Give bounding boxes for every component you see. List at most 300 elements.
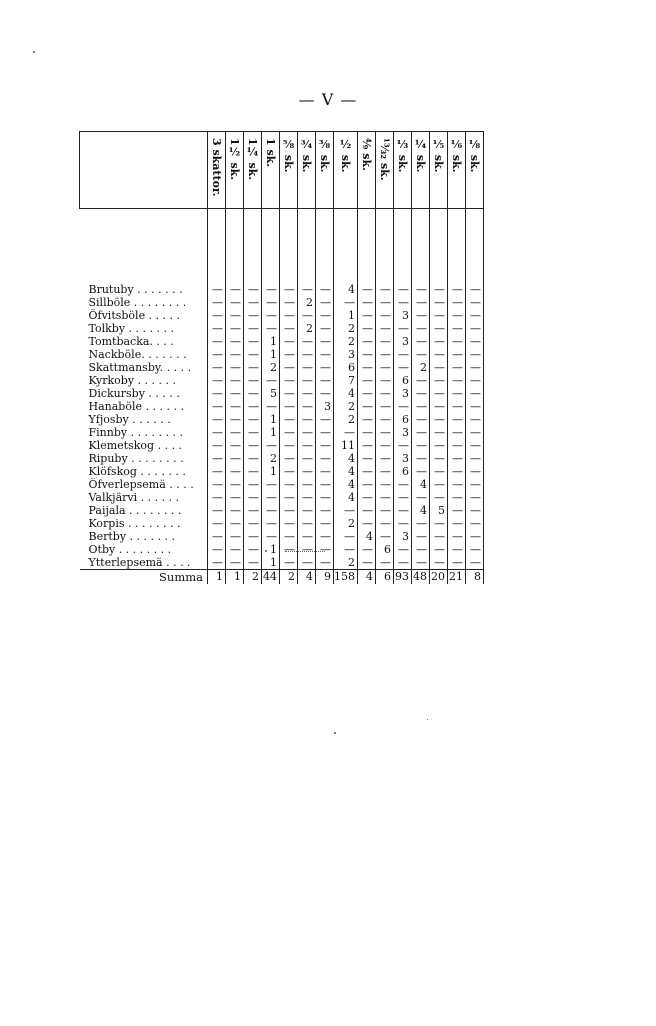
table-cell: 3 bbox=[394, 452, 412, 465]
table-cell: — bbox=[208, 335, 226, 348]
table-cell: — bbox=[430, 530, 448, 543]
table-cell: — bbox=[226, 348, 244, 361]
table-cell: — bbox=[226, 322, 244, 335]
place-name: Finnby . . . . . . . . bbox=[88, 426, 184, 439]
place-name: Klemetskog . . . . bbox=[88, 439, 183, 452]
column-header bbox=[244, 132, 262, 209]
table-cell: — bbox=[316, 374, 334, 387]
table-cell: — bbox=[226, 283, 244, 296]
column-header-label: ⅛ sk. bbox=[468, 138, 481, 173]
table-cell: — bbox=[412, 387, 430, 400]
table-cell: 2 bbox=[334, 322, 358, 335]
table-cell: — bbox=[316, 413, 334, 426]
table-row bbox=[80, 543, 484, 556]
table-cell: — bbox=[376, 452, 394, 465]
table-cell: — bbox=[298, 335, 316, 348]
table-cell: — bbox=[430, 400, 448, 413]
table-cell: — bbox=[316, 426, 334, 439]
page-number: — V — bbox=[298, 90, 358, 109]
table-cell: — bbox=[244, 387, 262, 400]
table-cell: 1 bbox=[262, 543, 280, 556]
table-cell: — bbox=[226, 426, 244, 439]
column-header bbox=[208, 132, 226, 209]
table-cell: — bbox=[466, 374, 484, 387]
table-row bbox=[80, 465, 484, 478]
table-cell: 1 bbox=[262, 348, 280, 361]
table-cell: — bbox=[376, 426, 394, 439]
table-cell: — bbox=[316, 387, 334, 400]
column-header bbox=[316, 132, 334, 209]
table-cell: — bbox=[358, 439, 376, 452]
table-cell: — bbox=[376, 530, 394, 543]
column-header-label: 1 sk. bbox=[264, 138, 277, 168]
table-cell: — bbox=[316, 452, 334, 465]
table-cell: — bbox=[376, 296, 394, 309]
table-cell: — bbox=[430, 309, 448, 322]
table-cell: — bbox=[280, 309, 298, 322]
table-cell: — bbox=[412, 296, 430, 309]
table-cell: — bbox=[394, 517, 412, 530]
table-row bbox=[80, 296, 484, 309]
table-cell: — bbox=[334, 543, 358, 556]
table-cell: — bbox=[430, 387, 448, 400]
table-cell: — bbox=[316, 504, 334, 517]
table-cell: 2 bbox=[262, 452, 280, 465]
table-cell: — bbox=[412, 374, 430, 387]
table-cell: — bbox=[466, 543, 484, 556]
table-cell: — bbox=[226, 465, 244, 478]
table-cell: — bbox=[208, 439, 226, 452]
sum-cell: 44 bbox=[262, 570, 280, 585]
table-cell: — bbox=[226, 413, 244, 426]
table-cell: — bbox=[448, 556, 466, 570]
table-cell: — bbox=[394, 361, 412, 374]
table-row bbox=[80, 517, 484, 530]
table-cell: — bbox=[316, 517, 334, 530]
table-cell: — bbox=[244, 322, 262, 335]
table-cell: — bbox=[208, 309, 226, 322]
table-cell: — bbox=[430, 491, 448, 504]
column-header-label: ⅓ sk. bbox=[396, 138, 409, 173]
table-cell: — bbox=[280, 283, 298, 296]
table-cell: — bbox=[262, 283, 280, 296]
table-cell: — bbox=[358, 413, 376, 426]
table-cell: — bbox=[208, 530, 226, 543]
table-cell: 1 bbox=[262, 335, 280, 348]
place-name: Yfjosby . . . . . . bbox=[88, 413, 171, 426]
table-cell: — bbox=[358, 426, 376, 439]
table-cell: — bbox=[448, 322, 466, 335]
table-cell: — bbox=[448, 309, 466, 322]
table-cell: — bbox=[412, 530, 430, 543]
table-cell: — bbox=[358, 283, 376, 296]
place-name: Sillböle . . . . . . . . bbox=[88, 296, 187, 309]
table-cell: 3 bbox=[334, 348, 358, 361]
table-cell: — bbox=[316, 478, 334, 491]
table-cell: — bbox=[262, 530, 280, 543]
table-cell: — bbox=[448, 374, 466, 387]
table-cell: — bbox=[208, 491, 226, 504]
table-cell: — bbox=[226, 504, 244, 517]
table-cell: 4 bbox=[334, 465, 358, 478]
table-cell: — bbox=[466, 322, 484, 335]
table-cell: — bbox=[376, 309, 394, 322]
table-cell: — bbox=[394, 283, 412, 296]
table-cell: — bbox=[226, 361, 244, 374]
table-row bbox=[80, 556, 484, 570]
table-cell: 1 bbox=[262, 413, 280, 426]
table-cell: — bbox=[466, 309, 484, 322]
column-header-label: ⅙ sk. bbox=[450, 138, 463, 173]
table-cell: — bbox=[280, 426, 298, 439]
sum-cell: 9 bbox=[316, 570, 334, 585]
table-cell: 1 bbox=[262, 465, 280, 478]
table-cell: — bbox=[412, 335, 430, 348]
place-name: Öfvitsböle . . . . . bbox=[88, 309, 181, 322]
place-name: Öfverlepsemä . . . . bbox=[88, 478, 194, 491]
table-cell: 5 bbox=[262, 387, 280, 400]
header-row bbox=[80, 132, 484, 209]
table-cell: 4 bbox=[334, 452, 358, 465]
table-cell: — bbox=[280, 543, 298, 556]
table-cell: 6 bbox=[376, 543, 394, 556]
table-cell: — bbox=[448, 361, 466, 374]
place-name: Bertby . . . . . . . bbox=[88, 530, 175, 543]
table-cell: 4 bbox=[334, 283, 358, 296]
table-cell: 3 bbox=[394, 335, 412, 348]
table-cell: — bbox=[358, 335, 376, 348]
table-cell: 2 bbox=[298, 322, 316, 335]
column-header bbox=[226, 132, 244, 209]
table-cell: — bbox=[358, 517, 376, 530]
table-cell: — bbox=[244, 335, 262, 348]
table-row bbox=[80, 400, 484, 413]
table-cell: — bbox=[334, 296, 358, 309]
table-cell: — bbox=[208, 452, 226, 465]
table-cell: — bbox=[376, 335, 394, 348]
table-cell: 4 bbox=[412, 478, 430, 491]
table-cell: — bbox=[358, 556, 376, 570]
table-cell: — bbox=[376, 322, 394, 335]
table-cell: — bbox=[298, 361, 316, 374]
table-cell: — bbox=[466, 335, 484, 348]
table-cell: — bbox=[226, 374, 244, 387]
table-cell: — bbox=[226, 452, 244, 465]
table-cell: — bbox=[334, 504, 358, 517]
table-cell: — bbox=[262, 322, 280, 335]
table-cell: — bbox=[358, 452, 376, 465]
table-cell: 3 bbox=[394, 426, 412, 439]
table-row bbox=[80, 361, 484, 374]
table-cell: — bbox=[244, 478, 262, 491]
table-cell: — bbox=[448, 296, 466, 309]
table-cell: — bbox=[298, 348, 316, 361]
table-cell: — bbox=[376, 478, 394, 491]
table-cell: 2 bbox=[334, 413, 358, 426]
table-cell: — bbox=[316, 322, 334, 335]
table-cell: — bbox=[430, 426, 448, 439]
sum-cell: 21 bbox=[448, 570, 466, 585]
table-cell: — bbox=[394, 348, 412, 361]
table-cell: 4 bbox=[358, 530, 376, 543]
column-header bbox=[376, 132, 394, 209]
place-name: Paijala . . . . . . . . bbox=[88, 504, 182, 517]
table-cell: — bbox=[394, 400, 412, 413]
table-row bbox=[80, 374, 484, 387]
table-cell: — bbox=[280, 387, 298, 400]
table-cell: — bbox=[448, 504, 466, 517]
column-header-label: 1½ sk. bbox=[228, 138, 241, 181]
table-cell: — bbox=[262, 400, 280, 413]
table-cell: — bbox=[466, 283, 484, 296]
table-cell: — bbox=[244, 491, 262, 504]
table-cell: — bbox=[262, 478, 280, 491]
table-cell: — bbox=[316, 491, 334, 504]
table-cell: 2 bbox=[334, 517, 358, 530]
table-cell: — bbox=[226, 491, 244, 504]
table-cell: — bbox=[376, 556, 394, 570]
table-cell: 2 bbox=[334, 556, 358, 570]
table-cell: — bbox=[466, 530, 484, 543]
sum-cell: 6 bbox=[376, 570, 394, 585]
table-cell: — bbox=[430, 296, 448, 309]
table-cell: — bbox=[208, 348, 226, 361]
table-cell: 6 bbox=[394, 413, 412, 426]
sum-label: Summa bbox=[80, 570, 208, 585]
table-row bbox=[80, 478, 484, 491]
table-cell: — bbox=[430, 361, 448, 374]
table-cell: — bbox=[244, 374, 262, 387]
table-cell: — bbox=[376, 374, 394, 387]
table-cell: — bbox=[244, 413, 262, 426]
table-cell: 3 bbox=[394, 309, 412, 322]
table-cell: — bbox=[448, 426, 466, 439]
table-cell: — bbox=[448, 543, 466, 556]
ornament-rule bbox=[285, 551, 325, 552]
table-cell: — bbox=[412, 465, 430, 478]
table-cell: — bbox=[376, 517, 394, 530]
table-cell: — bbox=[448, 400, 466, 413]
table-cell: 2 bbox=[298, 296, 316, 309]
table-cell: — bbox=[280, 491, 298, 504]
table-cell: — bbox=[412, 452, 430, 465]
sum-cell: 4 bbox=[298, 570, 316, 585]
table-cell: — bbox=[334, 426, 358, 439]
table-cell: — bbox=[244, 543, 262, 556]
table-cell: — bbox=[208, 478, 226, 491]
column-header-label: ¾ sk. bbox=[300, 138, 313, 173]
table-cell: — bbox=[226, 296, 244, 309]
table-cell: — bbox=[316, 465, 334, 478]
table-cell: — bbox=[448, 465, 466, 478]
table-cell: — bbox=[412, 491, 430, 504]
table-cell: 2 bbox=[262, 361, 280, 374]
table-cell: — bbox=[316, 556, 334, 570]
table-cell: — bbox=[448, 478, 466, 491]
table-cell: — bbox=[298, 465, 316, 478]
table-cell: — bbox=[262, 491, 280, 504]
table-cell: — bbox=[358, 374, 376, 387]
sum-cell: 93 bbox=[394, 570, 412, 585]
table-cell: — bbox=[280, 530, 298, 543]
place-header bbox=[80, 132, 208, 209]
table-cell: — bbox=[244, 556, 262, 570]
table-cell: — bbox=[466, 452, 484, 465]
table-cell: — bbox=[244, 309, 262, 322]
table-row bbox=[80, 348, 484, 361]
table-cell: — bbox=[394, 556, 412, 570]
table-cell: — bbox=[316, 283, 334, 296]
table-cell: — bbox=[316, 348, 334, 361]
table-cell: — bbox=[298, 400, 316, 413]
table-cell: — bbox=[226, 335, 244, 348]
table-cell: — bbox=[280, 335, 298, 348]
table-cell: — bbox=[316, 361, 334, 374]
table-row bbox=[80, 452, 484, 465]
table-cell: — bbox=[430, 335, 448, 348]
table-cell: 4 bbox=[334, 491, 358, 504]
place-name: Brutuby . . . . . . . bbox=[88, 283, 183, 296]
table-cell: 2 bbox=[412, 361, 430, 374]
table-cell: — bbox=[226, 400, 244, 413]
table-cell: — bbox=[226, 478, 244, 491]
table-cell: 1 bbox=[262, 426, 280, 439]
table-cell: — bbox=[280, 517, 298, 530]
table-cell: — bbox=[244, 361, 262, 374]
table-cell: — bbox=[280, 556, 298, 570]
table-cell: — bbox=[298, 283, 316, 296]
table-cell: — bbox=[298, 556, 316, 570]
table-cell: — bbox=[448, 348, 466, 361]
table-cell: — bbox=[298, 387, 316, 400]
table-cell: — bbox=[376, 348, 394, 361]
place-name: Kyrkoby . . . . . . bbox=[88, 374, 176, 387]
table-cell: — bbox=[208, 426, 226, 439]
speck bbox=[33, 51, 35, 53]
table-cell: — bbox=[280, 452, 298, 465]
sum-cell: 1 bbox=[208, 570, 226, 585]
table-cell: — bbox=[376, 283, 394, 296]
place-name: Dickursby . . . . . bbox=[88, 387, 180, 400]
table-cell: — bbox=[358, 465, 376, 478]
table-cell: — bbox=[244, 465, 262, 478]
table-cell: — bbox=[466, 465, 484, 478]
table-cell: — bbox=[376, 504, 394, 517]
place-name: Ytterlepsemä . . . . bbox=[88, 556, 191, 569]
table-cell: — bbox=[280, 478, 298, 491]
table-cell: — bbox=[208, 400, 226, 413]
table-cell: — bbox=[358, 309, 376, 322]
table-cell: 4 bbox=[334, 478, 358, 491]
table-cell: — bbox=[466, 361, 484, 374]
table-row bbox=[80, 504, 484, 517]
table-cell: — bbox=[244, 439, 262, 452]
table-cell: — bbox=[298, 374, 316, 387]
place-name: Korpis . . . . . . . . bbox=[88, 517, 181, 530]
table-cell: — bbox=[208, 361, 226, 374]
table-cell: — bbox=[466, 387, 484, 400]
place-name: Ripuby . . . . . . . . bbox=[88, 452, 184, 465]
table-cell: — bbox=[412, 517, 430, 530]
table-cell: — bbox=[430, 348, 448, 361]
table-cell: — bbox=[208, 504, 226, 517]
table-cell: — bbox=[226, 309, 244, 322]
table-row bbox=[80, 491, 484, 504]
table-cell: — bbox=[244, 426, 262, 439]
table-cell: — bbox=[358, 387, 376, 400]
table-cell: — bbox=[430, 413, 448, 426]
table-cell: 3 bbox=[316, 400, 334, 413]
table-cell: — bbox=[376, 439, 394, 452]
table-cell: — bbox=[394, 322, 412, 335]
table-cell: — bbox=[448, 491, 466, 504]
table-cell: 3 bbox=[394, 387, 412, 400]
table-cell: — bbox=[430, 322, 448, 335]
table-cell: — bbox=[358, 322, 376, 335]
column-header bbox=[334, 132, 358, 209]
column-header bbox=[448, 132, 466, 209]
table-cell: 2 bbox=[334, 335, 358, 348]
table-cell: — bbox=[412, 348, 430, 361]
table-cell: 1 bbox=[262, 556, 280, 570]
place-name: Nackböle. . . . . . . bbox=[88, 348, 187, 361]
column-header-label: 3 skattor. bbox=[210, 138, 223, 197]
table-cell: — bbox=[358, 491, 376, 504]
table-cell: — bbox=[208, 556, 226, 570]
place-name: Tolkby . . . . . . . bbox=[88, 322, 174, 335]
table-cell: — bbox=[280, 439, 298, 452]
table-cell: — bbox=[448, 335, 466, 348]
table-cell: — bbox=[430, 478, 448, 491]
table-cell: — bbox=[244, 348, 262, 361]
table-cell: — bbox=[208, 387, 226, 400]
place-name: Skattmansby. . . . . bbox=[88, 361, 192, 374]
table-cell: — bbox=[394, 439, 412, 452]
column-header bbox=[358, 132, 376, 209]
table-cell: — bbox=[280, 322, 298, 335]
table-cell: — bbox=[298, 413, 316, 426]
table-cell: 2 bbox=[334, 400, 358, 413]
table-cell: — bbox=[262, 517, 280, 530]
table-row bbox=[80, 283, 484, 296]
table-row bbox=[80, 309, 484, 322]
table-cell: — bbox=[376, 491, 394, 504]
table-cell: — bbox=[262, 504, 280, 517]
table-cell: — bbox=[448, 452, 466, 465]
table-cell: — bbox=[280, 361, 298, 374]
sum-row bbox=[80, 570, 484, 585]
table-cell: — bbox=[358, 348, 376, 361]
table-cell: — bbox=[466, 296, 484, 309]
table-cell: — bbox=[262, 439, 280, 452]
place-name: Valkjärvi . . . . . . bbox=[88, 491, 180, 504]
column-header bbox=[466, 132, 484, 209]
table-cell: — bbox=[376, 361, 394, 374]
table-cell: — bbox=[262, 296, 280, 309]
place-name: Klöfskog . . . . . . . bbox=[88, 465, 186, 478]
table-cell: — bbox=[316, 439, 334, 452]
sum-cell: 8 bbox=[466, 570, 484, 585]
table-cell: 11 bbox=[334, 439, 358, 452]
sum-cell: 2 bbox=[280, 570, 298, 585]
table-cell: — bbox=[376, 387, 394, 400]
column-header-label: ⅜ sk. bbox=[318, 138, 331, 173]
table-cell: — bbox=[412, 322, 430, 335]
table-cell: — bbox=[244, 296, 262, 309]
table-row bbox=[80, 387, 484, 400]
spacer-row bbox=[80, 209, 484, 284]
table-cell: — bbox=[244, 400, 262, 413]
